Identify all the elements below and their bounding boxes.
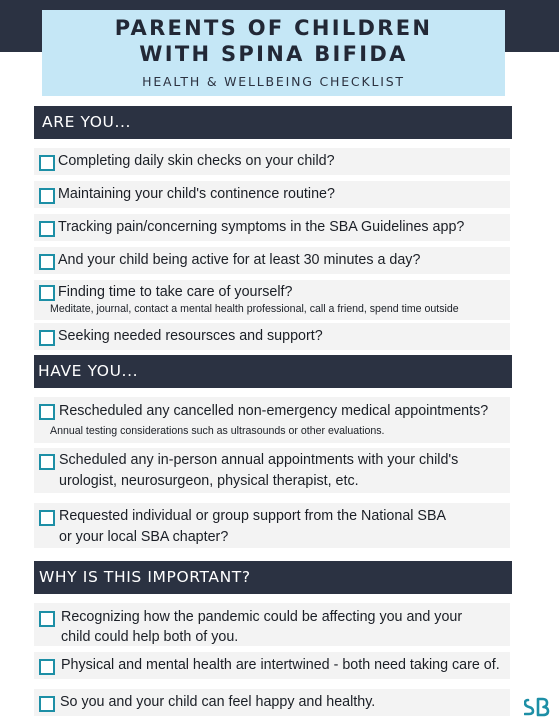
checklist-item bbox=[34, 652, 510, 679]
item-label: Physical and mental health are intertwined - both need taking care of. bbox=[61, 657, 500, 673]
item-label-line-1: Requested individual or group support from the National SBA bbox=[59, 508, 447, 524]
checkbox[interactable] bbox=[39, 254, 55, 270]
checkbox[interactable] bbox=[39, 510, 55, 526]
checklist-item bbox=[34, 448, 510, 493]
checklist-item bbox=[34, 214, 510, 241]
item-note: Annual testing considerations such as ultrasounds or other evaluations. bbox=[50, 425, 385, 437]
item-label-line-2: child could help both of you. bbox=[61, 629, 239, 645]
section-header-have-you: HAVE YOU... bbox=[34, 355, 512, 388]
checkbox[interactable] bbox=[39, 221, 55, 237]
checkbox[interactable] bbox=[39, 155, 55, 171]
section-header-why: WHY IS THIS IMPORTANT? bbox=[34, 561, 512, 594]
checkbox[interactable] bbox=[39, 285, 55, 301]
checkbox[interactable] bbox=[39, 454, 55, 470]
checklist-item bbox=[34, 603, 510, 646]
item-label: Rescheduled any cancelled non-emergency medical appointments? bbox=[59, 403, 489, 419]
checklist-item bbox=[34, 323, 510, 350]
page-title-line-1: PARENTS OF CHILDREN bbox=[114, 16, 433, 40]
sba-logo-icon bbox=[524, 696, 550, 718]
page-title-line-2: WITH SPINA BIFIDA bbox=[139, 42, 408, 66]
checklist-item bbox=[34, 247, 510, 274]
checkbox[interactable] bbox=[39, 659, 55, 675]
item-label: Finding time to take care of yourself? bbox=[58, 284, 293, 300]
item-label: Maintaining your child's continence routine? bbox=[58, 186, 335, 202]
item-note: Meditate, journal, contact a mental health professional, call a friend, spend time outside bbox=[50, 303, 459, 315]
item-label: Seeking needed resoursces and support? bbox=[58, 328, 323, 344]
item-label bbox=[59, 506, 508, 548]
section-header-are-you: ARE YOU... bbox=[34, 106, 512, 139]
checklist-item bbox=[34, 397, 510, 443]
item-label bbox=[61, 607, 508, 647]
checkbox[interactable] bbox=[39, 404, 55, 420]
item-label-line-2: or your local SBA chapter? bbox=[59, 529, 229, 545]
checklist-item bbox=[34, 689, 510, 716]
item-label: So you and your child can feel happy and healthy. bbox=[60, 694, 376, 710]
item-label-line-1: Recognizing how the pandemic could be affecting you and your bbox=[61, 609, 463, 625]
checkbox[interactable] bbox=[39, 611, 55, 627]
checklist-item bbox=[34, 503, 510, 548]
checklist-item bbox=[34, 280, 510, 320]
checklist-item bbox=[34, 148, 510, 175]
item-label: Completing daily skin checks on your child? bbox=[58, 153, 335, 169]
checklist-item bbox=[34, 181, 510, 208]
item-label bbox=[59, 450, 508, 492]
checkbox[interactable] bbox=[39, 696, 55, 712]
item-label-line-2: urologist, neurosurgeon, physical therapist, etc. bbox=[59, 473, 359, 489]
checkbox[interactable] bbox=[39, 330, 55, 346]
page-subtitle: HEALTH & WELLBEING CHECKLIST bbox=[142, 74, 405, 89]
item-label-line-1: Scheduled any in-person annual appointments with your child's bbox=[59, 452, 459, 468]
checkbox[interactable] bbox=[39, 188, 55, 204]
item-label: Tracking pain/concerning symptoms in the SBA Guidelines app? bbox=[58, 219, 465, 235]
title-box bbox=[42, 10, 505, 96]
item-label: And your child being active for at least 30 minutes a day? bbox=[58, 252, 421, 268]
